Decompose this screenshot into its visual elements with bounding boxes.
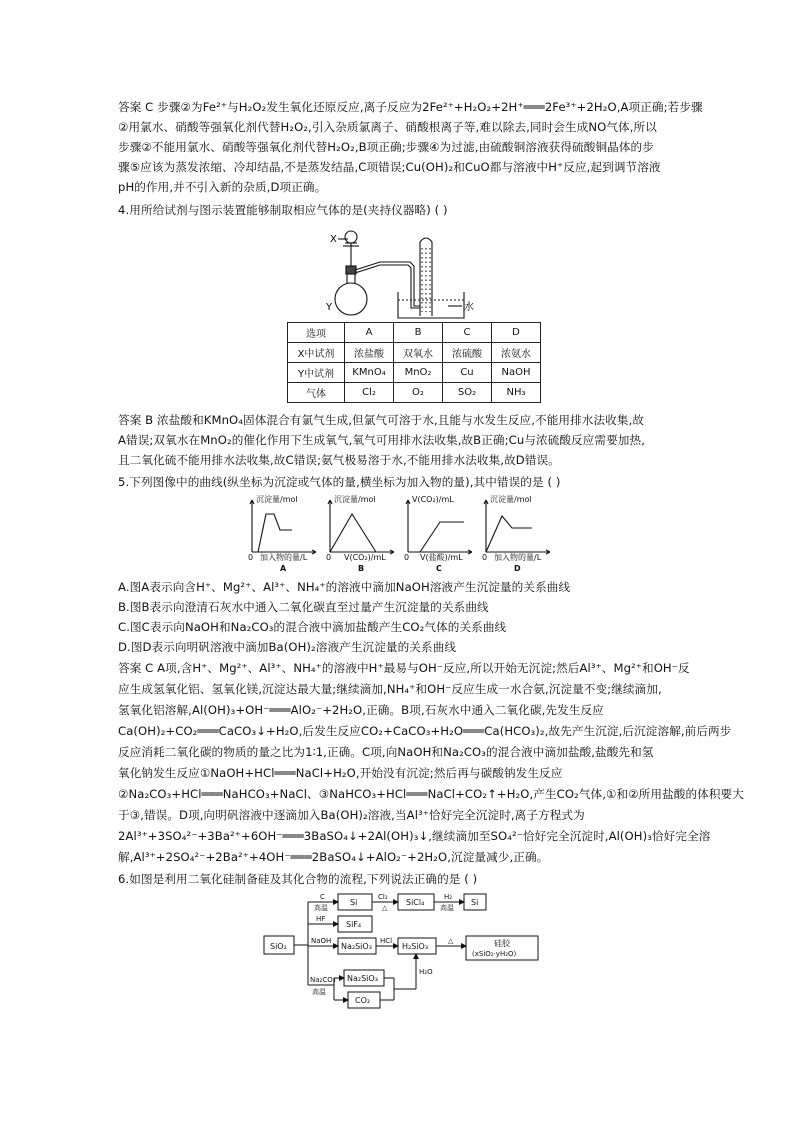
cond-c: 高温 — [314, 904, 328, 912]
silicon-flow-diagram — [258, 890, 558, 1016]
graph-a-letter: A — [280, 564, 287, 573]
reagent-naoh: NaOH — [311, 937, 332, 945]
table-header-row — [288, 323, 541, 343]
label-x: X — [330, 234, 337, 245]
q5-answer-line-8: 于③,错误。D项,向明矾溶液中逐滴加入Ba(OH)₂溶液,当Al³⁺恰好完全沉淀时,离子方程式为 — [118, 808, 585, 822]
graph-a-origin: 0 — [248, 553, 254, 562]
q5-answer-line-3: 氢氧化铝溶解,Al(OH)₃+OH⁻═══AlO₂⁻+2H₂O,正确。B项,石灰水中通入二氧化碳,先发生反应 — [118, 703, 604, 717]
reagent-hcl: HCl — [380, 937, 393, 945]
table-cell: 浓盐酸 — [345, 343, 394, 363]
q4-options-table — [287, 322, 541, 403]
q5-answer-line-6: 氧化钠发生反应①NaOH+HCl═══NaCl+H₂O,开始没有沉淀;然后再与碳酸钠发生反应 — [118, 766, 563, 780]
reagent-h2o: H₂O — [419, 968, 433, 976]
graph-c-origin: 0 — [404, 553, 410, 562]
cond-na2co3: 高温 — [312, 988, 326, 996]
graph-c-letter: C — [436, 564, 442, 573]
q3-answer-line-1: 答案 C 步骤②为Fe²⁺与H₂O₂发生氧化还原反应,离子反应为2Fe²⁺+H₂O₂+2H⁺═══2Fe³⁺+2H₂O,A项正确;若步骤 — [118, 100, 703, 114]
reagent-c: C — [320, 893, 325, 901]
q5-graphs-figure — [240, 494, 560, 574]
cond-cl2: △ — [382, 904, 388, 912]
graph-b-letter: B — [358, 564, 365, 573]
q3-answer-line-4: 骤⑤应该为蒸发浓缩、冷却结晶,不是蒸发结晶,C项错误;Cu(OH)₂和CuO都与溶液中H⁺反应,起到调节溶液 — [118, 160, 661, 174]
table-cell: SO₂ — [443, 383, 492, 403]
dropping-funnel-bulb — [345, 231, 357, 243]
label-sicl4: SiCl₄ — [406, 898, 425, 907]
q3-answer-line-5: pH的作用,并不引入新的杂质,D项正确。 — [118, 180, 327, 194]
label-co2: CO₂ — [355, 996, 371, 1005]
graph-a-xlabel: 加入物的量/L — [260, 553, 308, 562]
graph-d-origin: 0 — [482, 553, 488, 562]
graph-c-ylabel: V(CO₂)/mL — [412, 495, 454, 504]
table-cell: D — [492, 323, 541, 343]
label-sif4: SiF₄ — [346, 920, 362, 929]
table-cell: Cu — [443, 363, 492, 383]
label-si: Si — [350, 898, 358, 907]
q5-answer-line-4: Ca(OH)₂+CO₂═══CaCO₃↓+H₂O,后发生反应CO₂+CaCO₃+H₂O═══Ca(HCO₃)₂,故先产生沉淀,后沉淀溶解,前后两步 — [118, 724, 732, 738]
q5-answer-line-10: 解,Al³⁺+2SO₄²⁻+2Ba²⁺+4OH⁻═══2BaSO₄↓+AlO₂⁻+2H₂O,沉淀量减少,正确。 — [118, 850, 549, 864]
round-flask — [335, 283, 367, 315]
gas-apparatus-figure — [318, 226, 478, 322]
table-cell: 浓氨水 — [492, 343, 541, 363]
graph-b-curve — [330, 514, 376, 552]
reagent-na2co3: Na₂CO₃ — [310, 976, 336, 984]
table-cell: C — [443, 323, 492, 343]
graph-b-ylabel: 沉淀量/mol — [334, 495, 376, 504]
q5-option-b: B.图B表示向澄清石灰水中通入二氧化碳直至过量产生沉淀量的关系曲线 — [118, 600, 489, 614]
table-cell: A — [345, 323, 394, 343]
q5-answer-line-9: 2Al³⁺+3SO₄²⁻+3Ba²⁺+6OH⁻═══3BaSO₄↓+2Al(OH)₃↓,继续滴加至SO₄²⁻恰好完全沉淀时,Al(OH)₃恰好完全溶 — [118, 829, 711, 843]
graph-d — [484, 500, 550, 554]
q5-option-d: D.图D表示向明矾溶液中滴加Ba(OH)₂溶液产生沉淀量的关系曲线 — [118, 640, 457, 654]
q3-answer-line-2: ②用氯水、硝酸等强氧化剂代替H₂O₂,引入杂质氯离子、硝酸根离子等,难以除去,同时会生成NO气体,所以 — [118, 120, 657, 134]
table-row — [288, 363, 541, 383]
label-y: Y — [326, 302, 333, 313]
label-h2sio3: H₂SiO₃ — [402, 942, 429, 951]
q6-stem: 6.如图是利用二氧化硅制备硅及其化合物的流程,下列说法正确的是 ( ) — [118, 872, 478, 886]
graph-b — [328, 500, 394, 554]
q3-answer-line-3: 步骤②不能用氯水、硝酸等强氧化剂代替H₂O₂,B项正确;步骤④为过滤,由硫酸铜溶液获得硫酸铜晶体的步 — [118, 140, 654, 154]
graph-a-ylabel: 沉淀量/mol — [256, 495, 298, 504]
reagent-hf: HF — [316, 915, 326, 923]
table-cell: B — [394, 323, 443, 343]
table-row — [288, 383, 541, 403]
table-cell: Y中试剂 — [288, 363, 345, 383]
table-cell: 选项 — [288, 323, 345, 343]
table-cell: X中试剂 — [288, 343, 345, 363]
graph-d-xlabel: 加入物的量/L — [494, 553, 542, 562]
q4-answer-line-2: A错误;双氧水在MnO₂的催化作用下生成氧气,氧气可用排水法收集,故B正确;Cu与浓硫酸反应需要加热, — [118, 433, 645, 447]
graph-d-curve — [486, 516, 532, 552]
graph-a-curve — [258, 514, 292, 552]
table-cell: Cl₂ — [345, 383, 394, 403]
table-cell: 气体 — [288, 383, 345, 403]
label-na2sio3-2: Na₂SiO₃ — [347, 974, 378, 983]
table-cell: NH₃ — [492, 383, 541, 403]
table-cell: NaOH — [492, 363, 541, 383]
graph-d-ylabel: 沉淀量/mol — [490, 495, 532, 504]
q4-answer-line-1: 答案 B 浓盐酸和KMnO₄固体混合有氯气生成,但氯气可溶于水,且能与水发生反应,不能用排水法收集,故 — [118, 413, 645, 427]
label-silica-gel-formula: (xSiO₂·yH₂O) — [472, 950, 517, 958]
graph-c-curve — [420, 522, 464, 552]
label-water: 水 — [464, 302, 474, 313]
table-cell: 浓硫酸 — [443, 343, 492, 363]
graph-c-xlabel: V(盐酸)/mL — [420, 553, 463, 562]
q5-answer-line-2: 应生成氢氧化铝、氢氧化镁,沉淀达最大量;继续滴加,NH₄⁺和OH⁻反应生成一水合氨,沉淀量不变;继续滴加, — [118, 682, 662, 696]
q5-answer-line-5: 反应消耗二氧化碳的物质的量之比为1∶1,正确。C项,向NaOH和Na₂CO₃的混合液中滴加盐酸,盐酸先和氢 — [118, 745, 654, 759]
table-cell: MnO₂ — [394, 363, 443, 383]
cond-h2: 高温 — [440, 904, 454, 912]
graph-d-letter: D — [514, 564, 521, 573]
label-sio2: SiO₂ — [270, 942, 287, 951]
reagent-cl2: Cl₂ — [378, 893, 388, 901]
graph-c — [406, 500, 472, 554]
graph-a — [250, 500, 316, 554]
table-cell: O₂ — [394, 383, 443, 403]
q4-stem: 4.用所给试剂与图示装置能够制取相应气体的是(夹持仪器略) ( ) — [118, 203, 448, 217]
cond-heat: △ — [448, 937, 454, 945]
label-na2sio3-1: Na₂SiO₃ — [341, 942, 372, 951]
graph-b-xlabel: V(CO₂)/mL — [344, 553, 386, 562]
reagent-h2: H₂ — [444, 893, 453, 901]
table-cell: 双氧水 — [394, 343, 443, 363]
table-row — [288, 343, 541, 363]
q5-option-a: A.图A表示向含H⁺、Mg²⁺、Al³⁺、NH₄⁺的溶液中滴加NaOH溶液产生沉淀量的关系曲线 — [118, 580, 571, 594]
q5-answer-line-1: 答案 C A项,含H⁺、Mg²⁺、Al³⁺、NH₄⁺的溶液中H⁺最易与OH⁻反应,所以开始无沉淀;然后Al³⁺、Mg²⁺和OH⁻反 — [118, 661, 690, 675]
q4-answer-line-3: 且二氧化硫不能用排水法收集,故C错误;氨气极易溶于水,不能用排水法收集,故D错误。 — [118, 453, 560, 467]
q5-option-c: C.图C表示向NaOH和Na₂CO₃的混合液中滴加盐酸产生CO₂气体的关系曲线 — [118, 620, 507, 634]
label-si-final: Si — [471, 898, 479, 907]
table-cell: KMnO₄ — [345, 363, 394, 383]
label-silica-gel: 硅胶 — [494, 939, 510, 948]
graph-b-origin: 0 — [326, 553, 332, 562]
q5-stem: 5.下列图像中的曲线(纵坐标为沉淀或气体的量,横坐标为加入物的量),其中错误的是 ( ) — [118, 475, 561, 489]
q5-answer-line-7: ②Na₂CO₃+HCl═══NaHCO₃+NaCl、③NaHCO₃+HCl═══NaCl+CO₂↑+H₂O,产生CO₂气体,①和②所用盐酸的体积要大 — [118, 787, 744, 801]
